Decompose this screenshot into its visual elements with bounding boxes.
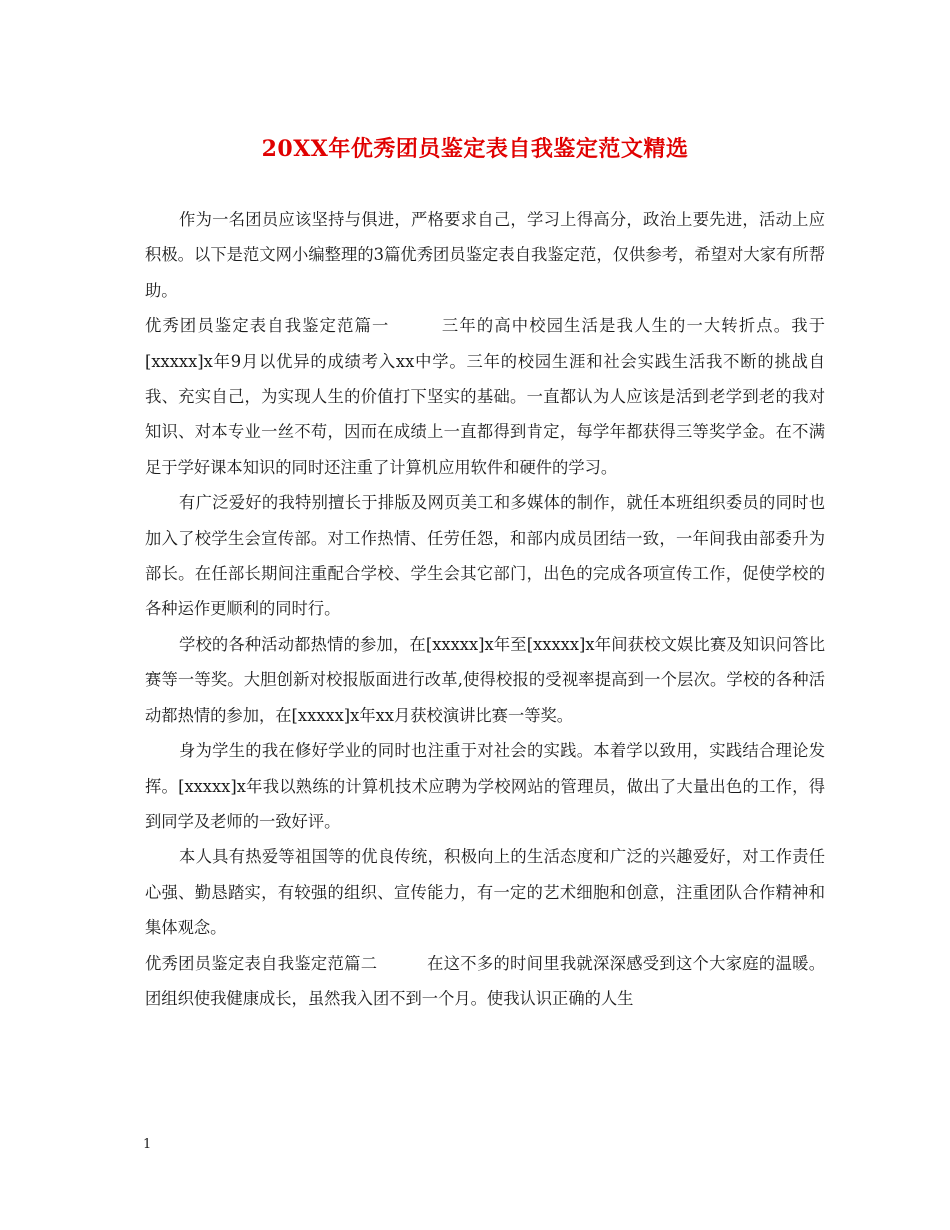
paragraph-practice: 身为学生的我在修好学业的同时也注重于对社会的实践。本着学以致用，实践结合理论发挥。[xxxxx]x年我以熟练的计算机技术应聘为学校网站的管理员，做出了大量出色的工作，得到同学及老师的一致好评。 — [145, 741, 825, 831]
paragraph-intro: 作为一名团员应该坚持与俱进，严格要求自己，学习上得高分，政治上要先进，活动上应积极。以下是范文网小编整理的3篇优秀团员鉴定表自我鉴定范，仅供参考，希望对大家有所帮助。 — [145, 210, 825, 300]
paragraph-section-one: 优秀团员鉴定表自我鉴定范篇一 三年的高中校园生活是我人生的一大转折点。我于[xxxxx]x年9月以优异的成绩考入xx中学。三年的校园生涯和社会实践生活我不断的挑战自我、充实自己，为实现人生的价值打下坚实的基础。一直都认为人应该是活到老学到老的我对知识、对本专业一丝不苟，因而在成绩上一直都得到肯定，每学年都获得三等奖学金。在不满足于学好课本知识的同时还注重了计算机应用软件和硬件的学习。 — [145, 316, 825, 477]
paragraph-activities: 学校的各种活动都热情的参加，在[xxxxx]x年至[xxxxx]x年间获校文娱比赛及知识问答比赛等一等奖。大胆创新对校报版面进行改革,使得校报的受视率提高到一个层次。学校的各种活动都热情的参加，在[xxxxx]x年xx月获校演讲比赛一等奖。 — [145, 634, 825, 725]
paragraph-hobbies: 有广泛爱好的我特别擅长于排版及网页美工和多媒体的制作，就任本班组织委员的同时也加入了校学生会宣传部。对工作热情、任劳任怨，和部内成员团结一致，一年间我由部委升为部长。在任部长期间注重配合学校、学生会其它部门，出色的完成各项宣传工作，促使学校的各种运作更顺利的同时行。 — [145, 493, 825, 619]
paragraph-character: 本人具有热爱等祖国等的优良传统，积极向上的生活态度和广泛的兴趣爱好，对工作责任心强、勤恳踏实，有较强的组织、宣传能力，有一定的艺术细胞和创意，注重团队合作精神和集体观念。 — [145, 847, 825, 938]
paragraph-section-two: 优秀团员鉴定表自我鉴定范篇二 在这不多的时间里我就深深感受到这个大家庭的温暖。团组织使我健康成长，虽然我入团不到一个月。使我认识正确的人生 — [145, 953, 825, 1008]
document-title: 20XX年优秀团员鉴定表自我鉴定范文精选 — [261, 136, 689, 162]
page-number: 1 — [143, 1137, 152, 1152]
document-body — [145, 202, 825, 1016]
